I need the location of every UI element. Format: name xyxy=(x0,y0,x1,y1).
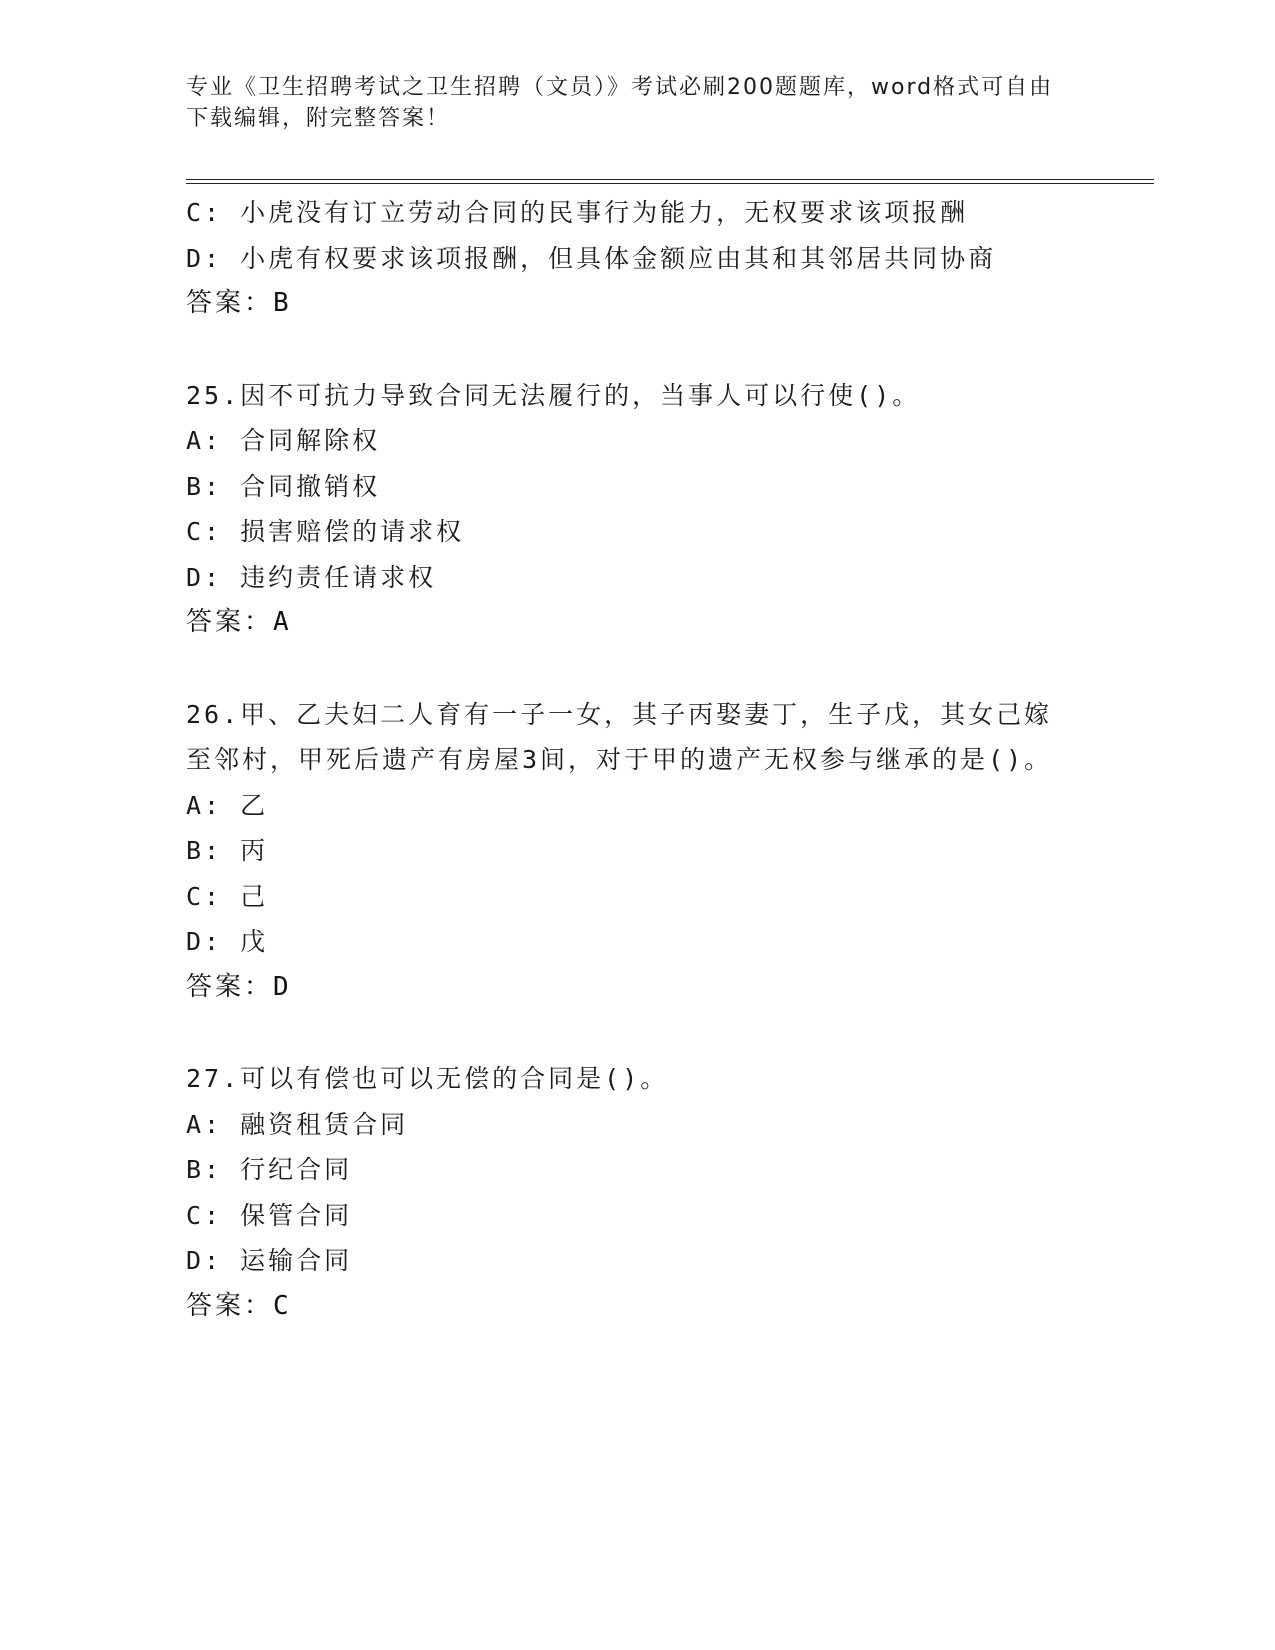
question-partial xyxy=(186,190,1086,327)
option-a: A: 合同解除权 xyxy=(186,426,381,455)
question-27 xyxy=(186,1056,1086,1329)
option-d: D: 戊 xyxy=(186,927,269,956)
option-c: C: 小虎没有订立劳动合同的民事行为能力，无权要求该项报酬 xyxy=(186,198,969,227)
option-a: A: 融资租赁合同 xyxy=(186,1109,409,1139)
option-b: B: 合同撤销权 xyxy=(186,471,381,501)
question-stem: 27.可以有偿也可以无偿的合同是()。 xyxy=(186,1064,669,1093)
question-stem: 25.因不可抗力导致合同无法履行的，当事人可以行使()。 xyxy=(186,380,921,410)
option-d: D: 小虎有权要求该项报酬，但具体金额应由其和其邻居共同协商 xyxy=(186,243,997,273)
answer: 答案：C xyxy=(186,1290,292,1321)
question-list xyxy=(186,190,1086,1329)
question-26 xyxy=(186,692,1086,1011)
option-c: C: 损害赔偿的请求权 xyxy=(186,517,465,546)
answer: 答案：B xyxy=(186,288,292,318)
header-rule-top xyxy=(186,179,1154,180)
question-stem: 26.甲、乙夫妇二人育有一子一女，其子丙娶妻丁，生子戊，其女己嫁至邻村，甲死后遗产有房屋3间，对于甲的遗产无权参与继承的是()。 xyxy=(186,699,1053,774)
option-c: C: 保管合同 xyxy=(186,1200,353,1230)
option-b: B: 行纪合同 xyxy=(186,1155,353,1184)
answer: 答案：D xyxy=(186,971,292,1002)
option-a: A: 乙 xyxy=(186,790,269,820)
question-25 xyxy=(186,373,1086,646)
option-b: B: 丙 xyxy=(186,836,269,865)
document-header: 专业《卫生招聘考试之卫生招聘（文员）》考试必刷200题题库，word格式可自由下载编辑，附完整答案！ xyxy=(186,75,1054,131)
header-rule-bottom xyxy=(186,183,1154,184)
option-c: C: 己 xyxy=(186,881,269,911)
answer: 答案：A xyxy=(186,607,292,637)
option-d: D: 违约责任请求权 xyxy=(186,562,437,592)
option-d: D: 运输合同 xyxy=(186,1246,353,1275)
